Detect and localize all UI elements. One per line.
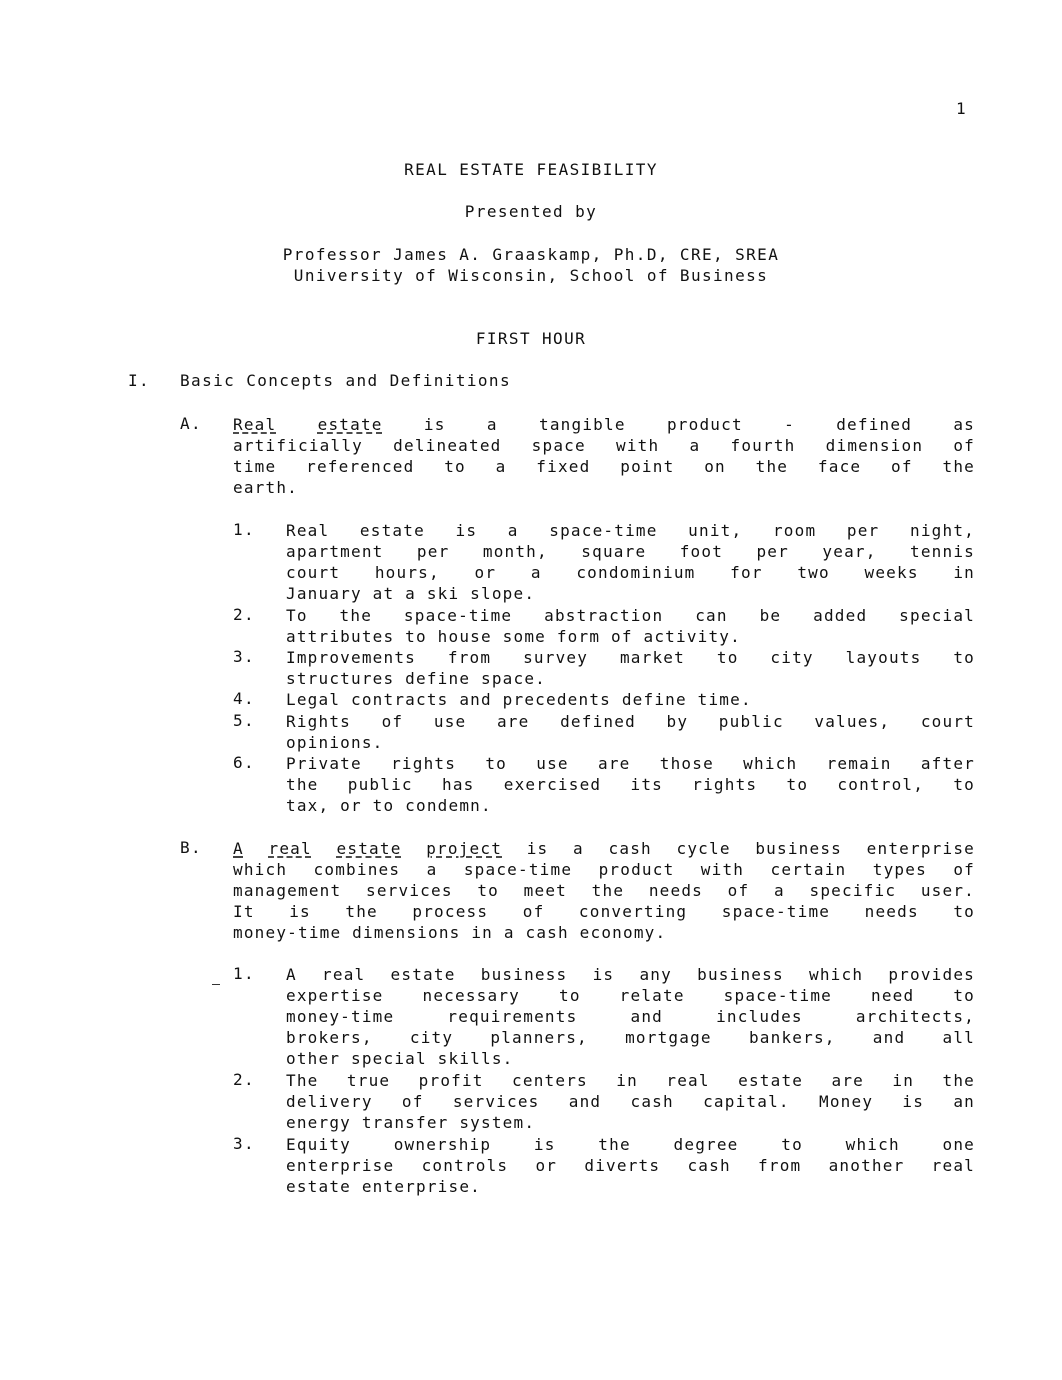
list-item [286, 753, 975, 816]
list-item [286, 647, 975, 689]
subsection-letter: B. [180, 838, 203, 857]
paragraph-line: artificially delineated space with a fourth dimension of [233, 436, 975, 455]
item-line: other special skills. [286, 1049, 514, 1068]
item-line: opinions. [286, 733, 384, 752]
term-real: real [268, 839, 312, 858]
item-line: Private rights to use are those which remain after [286, 754, 975, 773]
item-line: money-time requirements and includes architects, [286, 1007, 975, 1026]
list-item [286, 711, 975, 753]
item-line: January at a ski slope. [286, 584, 536, 603]
paragraph-line: Real estate is a tangible product - defined as [233, 415, 975, 434]
paragraph-b [233, 838, 975, 943]
item-line: the public has exercised its rights to control, to [286, 775, 975, 794]
paragraph-a [233, 414, 975, 498]
list-item [286, 964, 975, 1069]
item-number: 1. [233, 964, 256, 983]
presented-by: Presented by [464, 202, 598, 221]
paragraph-line: earth. [233, 478, 298, 497]
term-estate: estate [317, 415, 383, 434]
item-line: Real estate is a space-time unit, room per night, [286, 521, 975, 540]
item-number: 2. [233, 605, 256, 624]
item-line: Rights of use are defined by public values, court [286, 712, 975, 731]
item-line: brokers, city planners, mortgage bankers, and all [286, 1028, 975, 1047]
list-item [286, 1134, 975, 1197]
term-real: Real [233, 415, 277, 434]
item-line: apartment per month, square foot per year, tennis [286, 542, 975, 561]
paragraph-line: A real estate project is a cash cycle business enterprise [233, 839, 975, 858]
term-a: A [233, 839, 244, 858]
item-line: structures define space. [286, 669, 546, 688]
item-line: delivery of services and cash capital. Money is an [286, 1092, 975, 1111]
paragraph-line: management services to meet the needs of a specific user. [233, 881, 975, 900]
page-number: 1 [956, 99, 968, 118]
item-number: 3. [233, 647, 256, 666]
item-number: 3. [233, 1134, 256, 1153]
item-number: 5. [233, 711, 256, 730]
author-line: Professor James A. Graaskamp, Ph.D, CRE, SREA [282, 245, 780, 264]
item-line: estate enterprise. [286, 1177, 481, 1196]
list-item [286, 520, 975, 604]
item-line: court hours, or a condominium for two weeks in [286, 563, 975, 582]
item-line: tax, or to condemn. [286, 796, 492, 815]
list-item [286, 689, 975, 710]
item-line: The true profit centers in real estate are in the [286, 1071, 975, 1090]
paragraph-line: which combines a space-time product with certain types of [233, 860, 975, 879]
item-line: enterprise controls or diverts cash from another real [286, 1156, 975, 1175]
item-line: attributes to house some form of activity. [286, 627, 741, 646]
item-line: Improvements from survey market to city layouts to [286, 648, 975, 667]
paragraph-line: time referenced to a fixed point on the face of the [233, 457, 975, 476]
session-heading: FIRST HOUR [475, 329, 587, 348]
item-line: Legal contracts and precedents define time. [286, 690, 752, 709]
subsection-letter: A. [180, 414, 203, 433]
term-project: project [426, 839, 503, 858]
item-number: 1. [233, 520, 256, 539]
item-line: Equity ownership is the degree to which one [286, 1135, 975, 1154]
item-number: 6. [233, 753, 256, 772]
item-line: energy transfer system. [286, 1113, 536, 1132]
paragraph-line: It is the process of converting space-time needs to [233, 902, 975, 921]
paragraph-line: money-time dimensions in a cash economy. [233, 923, 667, 942]
section-heading: Basic Concepts and Definitions [180, 371, 511, 390]
item-line: expertise necessary to relate space-time need to [286, 986, 975, 1005]
item-line: A real estate business is any business which provides [286, 965, 975, 984]
list-item [286, 1070, 975, 1133]
affiliation-line: University of Wisconsin, School of Business [293, 266, 769, 285]
document-title: REAL ESTATE FEASIBILITY [404, 160, 658, 179]
stray-mark [212, 984, 220, 985]
term-estate: estate [336, 839, 402, 858]
section-numeral: I. [128, 371, 151, 390]
item-line: To the space-time abstraction can be added special [286, 606, 975, 625]
item-number: 4. [233, 689, 256, 708]
list-item [286, 605, 975, 647]
item-number: 2. [233, 1070, 256, 1089]
